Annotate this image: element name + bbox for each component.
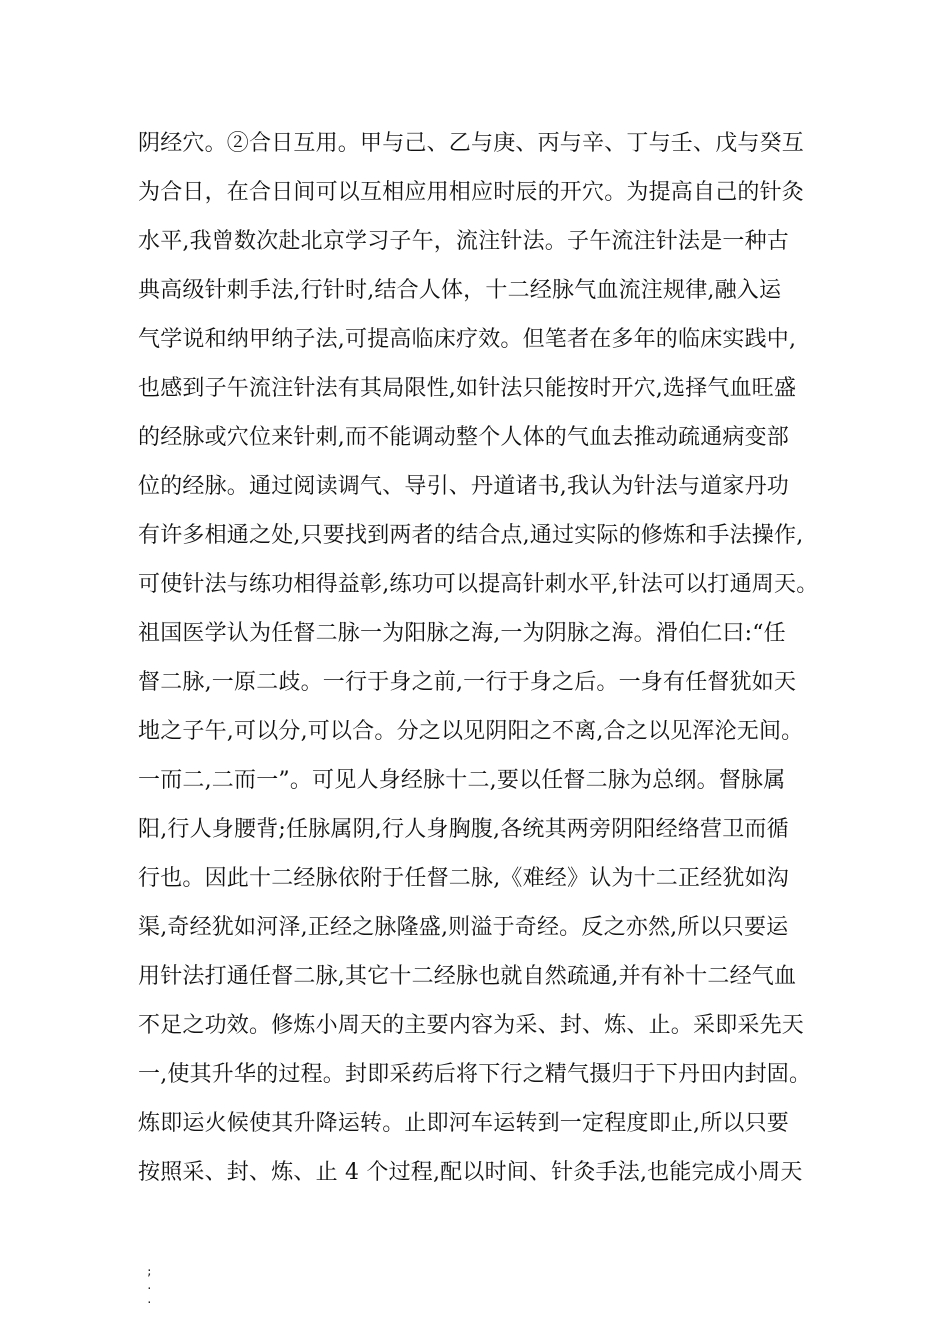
text-line: 渠,奇经犹如河泽,正经之脉隆盛,则溢于奇经。反之亦然,所以只要运 [138, 915, 789, 940]
text-line: 位的经脉。通过阅读调气、导引、丹道诸书,我认为针法与道家丹功 [138, 474, 789, 499]
text-line: 炼即运火候使其升降运转。止即河车运转到一定程度即止,所以只要 [138, 1111, 789, 1136]
footer-mark: . [146, 1293, 153, 1306]
footer-mark: ; [146, 1265, 153, 1278]
text-line: 一而二,二而一”。可见人身经脉十二,要以任督二脉为总纲。督脉属 [138, 768, 786, 793]
body-text [138, 119, 838, 1197]
text-line: 水平,我曾数次赴北京学习子午，流注针法。子午流注针法是一种古 [138, 229, 789, 254]
text-line: 为合日，在合日间可以互相应用相应时辰的开穴。为提高自己的针灸 [138, 180, 805, 205]
text-line: 按照采、封、炼、止 4 个过程,配以时间、针灸手法,也能完成小周天 [138, 1160, 803, 1185]
text-line: 用针法打通任督二脉,其它十二经脉也就自然疏通,并有补十二经气血 [138, 964, 797, 989]
text-line: 行也。因此十二经脉依附于任督二脉,《难经》认为十二正经犹如沟 [138, 866, 789, 891]
text-line: 典高级针刺手法,行针时,结合人体，十二经脉气血流注规律,融入运 [138, 278, 782, 303]
text-line: 阴经穴。②合日互用。甲与己、乙与庚、丙与辛、丁与壬、戊与癸互 [138, 131, 805, 156]
text-line: 有许多相通之处,只要找到两者的结合点,通过实际的修炼和手法操作, [138, 523, 804, 548]
text-line: 可使针法与练功相得益彰,练功可以提高针刺水平,针法可以打通周天。 [138, 572, 819, 597]
text-line: 阳,行人身腰背;任脉属阴,行人身胸腹,各统其两旁阴阳经络营卫而循 [138, 817, 789, 842]
text-line: 气学说和纳甲纳子法,可提高临床疗效。但笔者在多年的临床实践中, [138, 327, 797, 352]
text-line: 的经脉或穴位来针刺,而不能调动整个人体的气血去推动疏通病变部 [138, 425, 789, 450]
text-line: 地之子午,可以分,可以合。分之以见阴阳之不离,合之以见浑沦无间。 [138, 719, 804, 744]
text-line: 不足之功效。修炼小周天的主要内容为采、封、炼、止。采即采先天 [138, 1013, 805, 1038]
footer-mark: . [146, 1279, 153, 1292]
text-line: 督二脉,一原二歧。一行于身之前,一行于身之后。一身有任督犹如天 [138, 670, 797, 695]
footer-marks [146, 1265, 153, 1307]
text-line: 祖国医学认为任督二脉一为阳脉之海,一为阴脉之海。滑伯仁曰:“任 [138, 621, 786, 646]
text-line: 也感到子午流注针法有其局限性,如针法只能按时开穴,选择气血旺盛 [138, 376, 797, 401]
text-line: 一,使其升华的过程。封即采药后将下行之精气摄归于下丹田内封固。 [138, 1062, 812, 1087]
